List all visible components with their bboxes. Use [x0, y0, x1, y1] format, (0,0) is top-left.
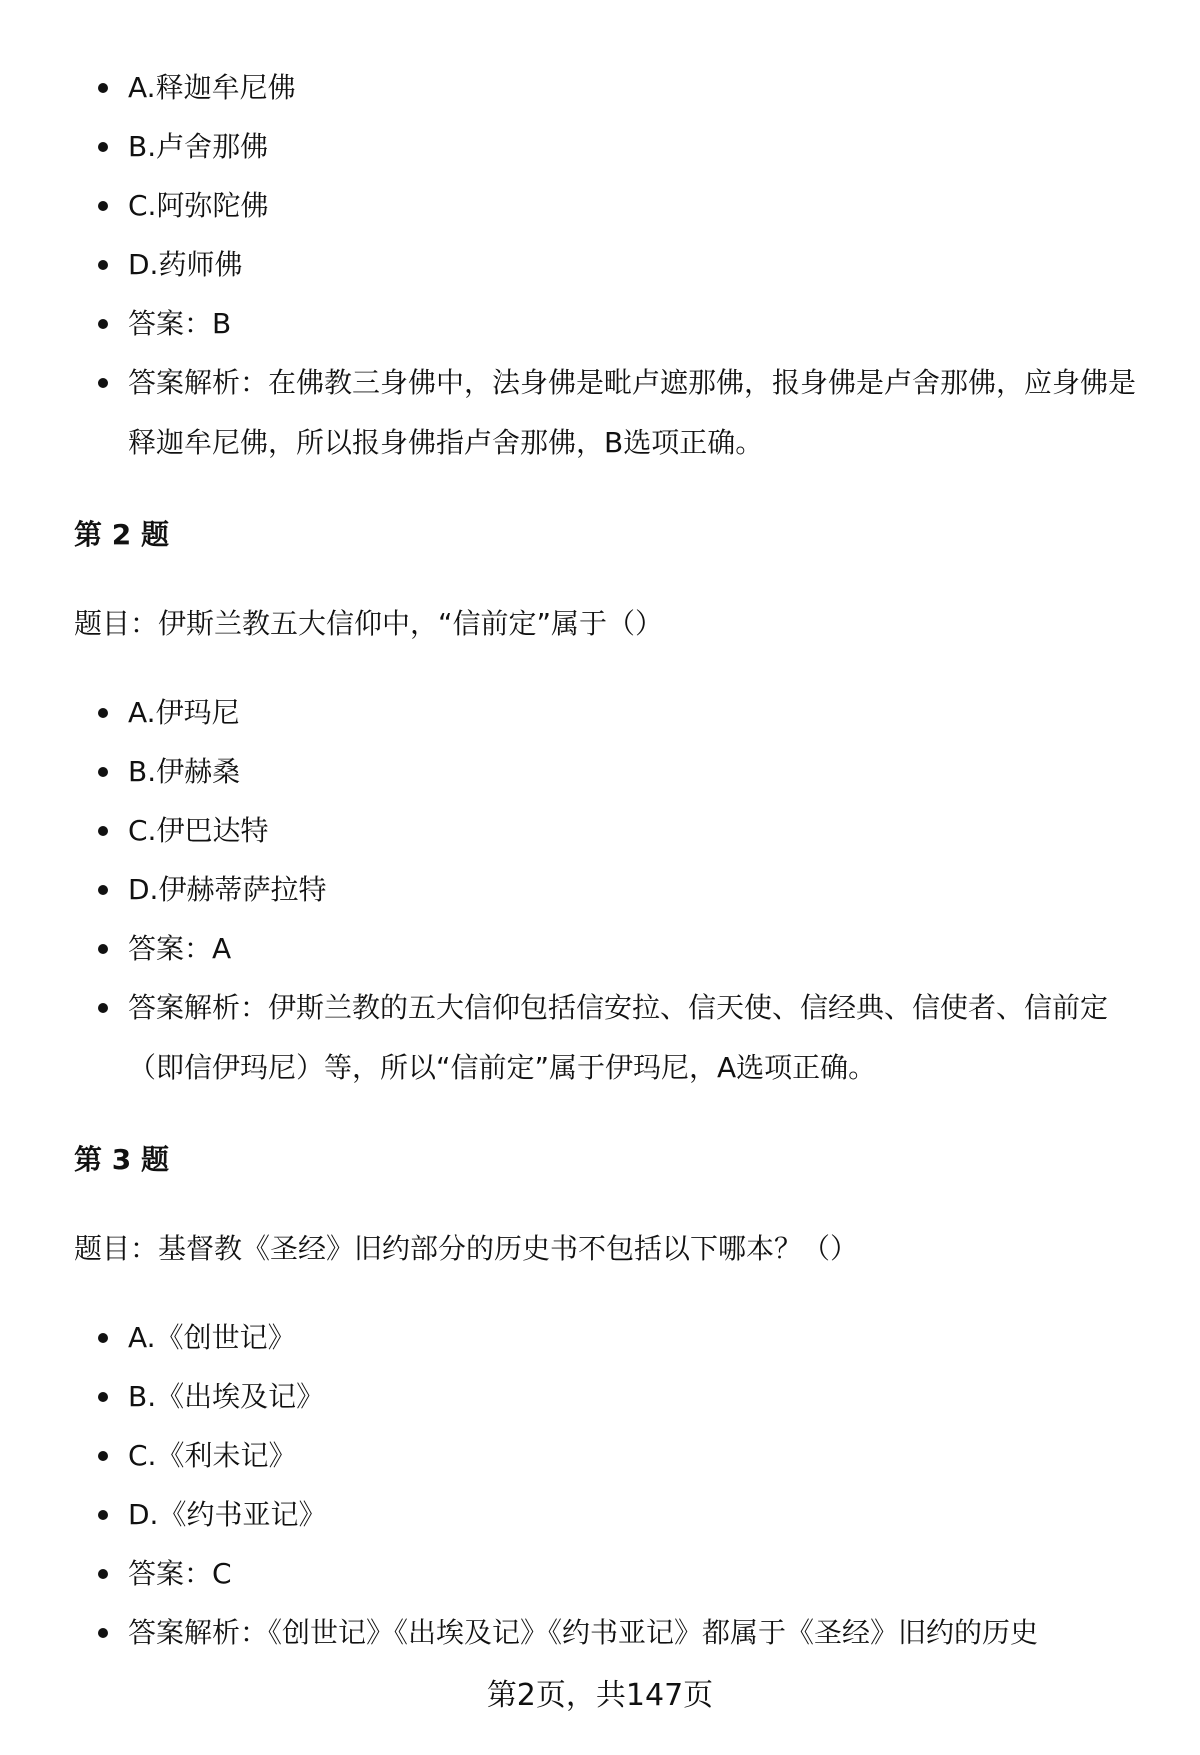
q1-option-b: B.卢舍那佛	[0, 117, 1200, 176]
q2-explanation: 答案解析：伊斯兰教的五大信仰包括信安拉、信天使、信经典、信使者、信前定（即信伊玛尼）等，所以“信前定”属于伊玛尼，A选项正确。	[0, 978, 1140, 1098]
q3-title: 题目：基督教《圣经》旧约部分的历史书不包括以下哪本？（）	[74, 1232, 859, 1265]
q3-heading: 第 3 题	[74, 1143, 169, 1176]
q3-option-b: B.《出埃及记》	[0, 1367, 1200, 1426]
q1-options	[0, 58, 1200, 473]
q2-heading: 第 2 题	[74, 518, 169, 551]
q1-option-a: A.释迦牟尼佛	[0, 58, 1200, 117]
q2-title: 题目：伊斯兰教五大信仰中，“信前定”属于（）	[74, 607, 664, 640]
q2-options	[0, 683, 1200, 1098]
q3-option-a: A.《创世记》	[0, 1308, 1200, 1367]
q2-answer: 答案：A	[0, 919, 1200, 978]
q2-option-d: D.伊赫蒂萨拉特	[0, 860, 1200, 919]
q3-options	[0, 1308, 1200, 1662]
q2-option-c: C.伊巴达特	[0, 801, 1200, 860]
q2-option-a: A.伊玛尼	[0, 683, 1200, 742]
q1-answer: 答案：B	[0, 294, 1200, 353]
q2-option-b: B.伊赫桑	[0, 742, 1200, 801]
page-footer: 第2页，共147页	[486, 1678, 714, 1713]
q3-answer: 答案：C	[0, 1544, 1200, 1603]
q3-option-c: C.《利未记》	[0, 1426, 1200, 1485]
q1-explanation: 答案解析：在佛教三身佛中，法身佛是毗卢遮那佛，报身佛是卢舍那佛，应身佛是释迦牟尼佛，所以报身佛指卢舍那佛，B选项正确。	[0, 353, 1140, 473]
q3-explanation: 答案解析：《创世记》《出埃及记》《约书亚记》都属于《圣经》旧约的历史	[0, 1603, 1200, 1662]
q1-option-c: C.阿弥陀佛	[0, 176, 1200, 235]
q3-option-d: D.《约书亚记》	[0, 1485, 1200, 1544]
q1-option-d: D.药师佛	[0, 235, 1200, 294]
